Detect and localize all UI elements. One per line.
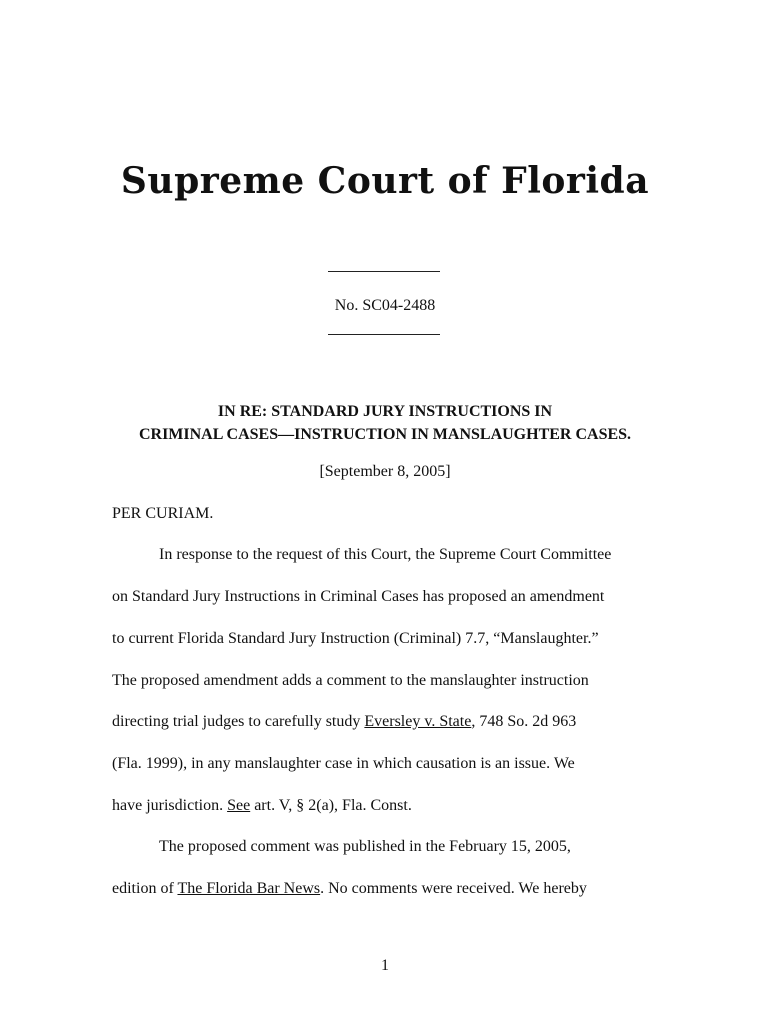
body-line-9	[112, 880, 587, 898]
body-line-3: to current Florida Standard Jury Instruction (Criminal) 7.7, “Manslaughter.”	[112, 630, 599, 647]
body-text: directing trial judges to carefully study	[112, 713, 365, 730]
page-number: 1	[381, 957, 389, 974]
body-line-5	[112, 713, 576, 731]
publication-title: The Florida Bar News	[177, 880, 321, 897]
case-citation-link: Eversley v. State	[364, 713, 472, 730]
body-text: edition of	[112, 880, 178, 897]
body-line-4: The proposed amendment adds a comment to the manslaughter instruction	[112, 672, 589, 689]
body-line-6: (Fla. 1999), in any manslaughter case in which causation is an issue. We	[112, 755, 575, 772]
see-signal: See	[227, 797, 251, 814]
court-name-heading: Supreme Court of Florida	[120, 160, 650, 202]
case-number: No. SC04-2488	[334, 297, 436, 314]
decision-date: [September 8, 2005]	[319, 463, 451, 480]
case-caption-line-2: CRIMINAL CASES—INSTRUCTION IN MANSLAUGHTER CASES.	[138, 426, 632, 443]
body-text: , 748 So. 2d 963	[471, 713, 577, 730]
per-curiam-label: PER CURIAM.	[112, 505, 214, 522]
bottom-rule	[328, 334, 440, 335]
case-caption-line-1: IN RE: STANDARD JURY INSTRUCTIONS IN	[217, 403, 553, 420]
body-text: art. V, § 2(a), Fla. Const.	[250, 797, 412, 814]
body-line-8: The proposed comment was published in the February 15, 2005,	[159, 838, 571, 855]
body-text: . No comments were received. We hereby	[320, 880, 587, 897]
body-line-7	[112, 797, 412, 815]
top-rule	[328, 271, 440, 272]
body-text: have jurisdiction.	[112, 797, 228, 814]
body-line-1: In response to the request of this Court, the Supreme Court Committee	[159, 546, 612, 563]
body-line-2: on Standard Jury Instructions in Criminal Cases has proposed an amendment	[112, 588, 605, 605]
